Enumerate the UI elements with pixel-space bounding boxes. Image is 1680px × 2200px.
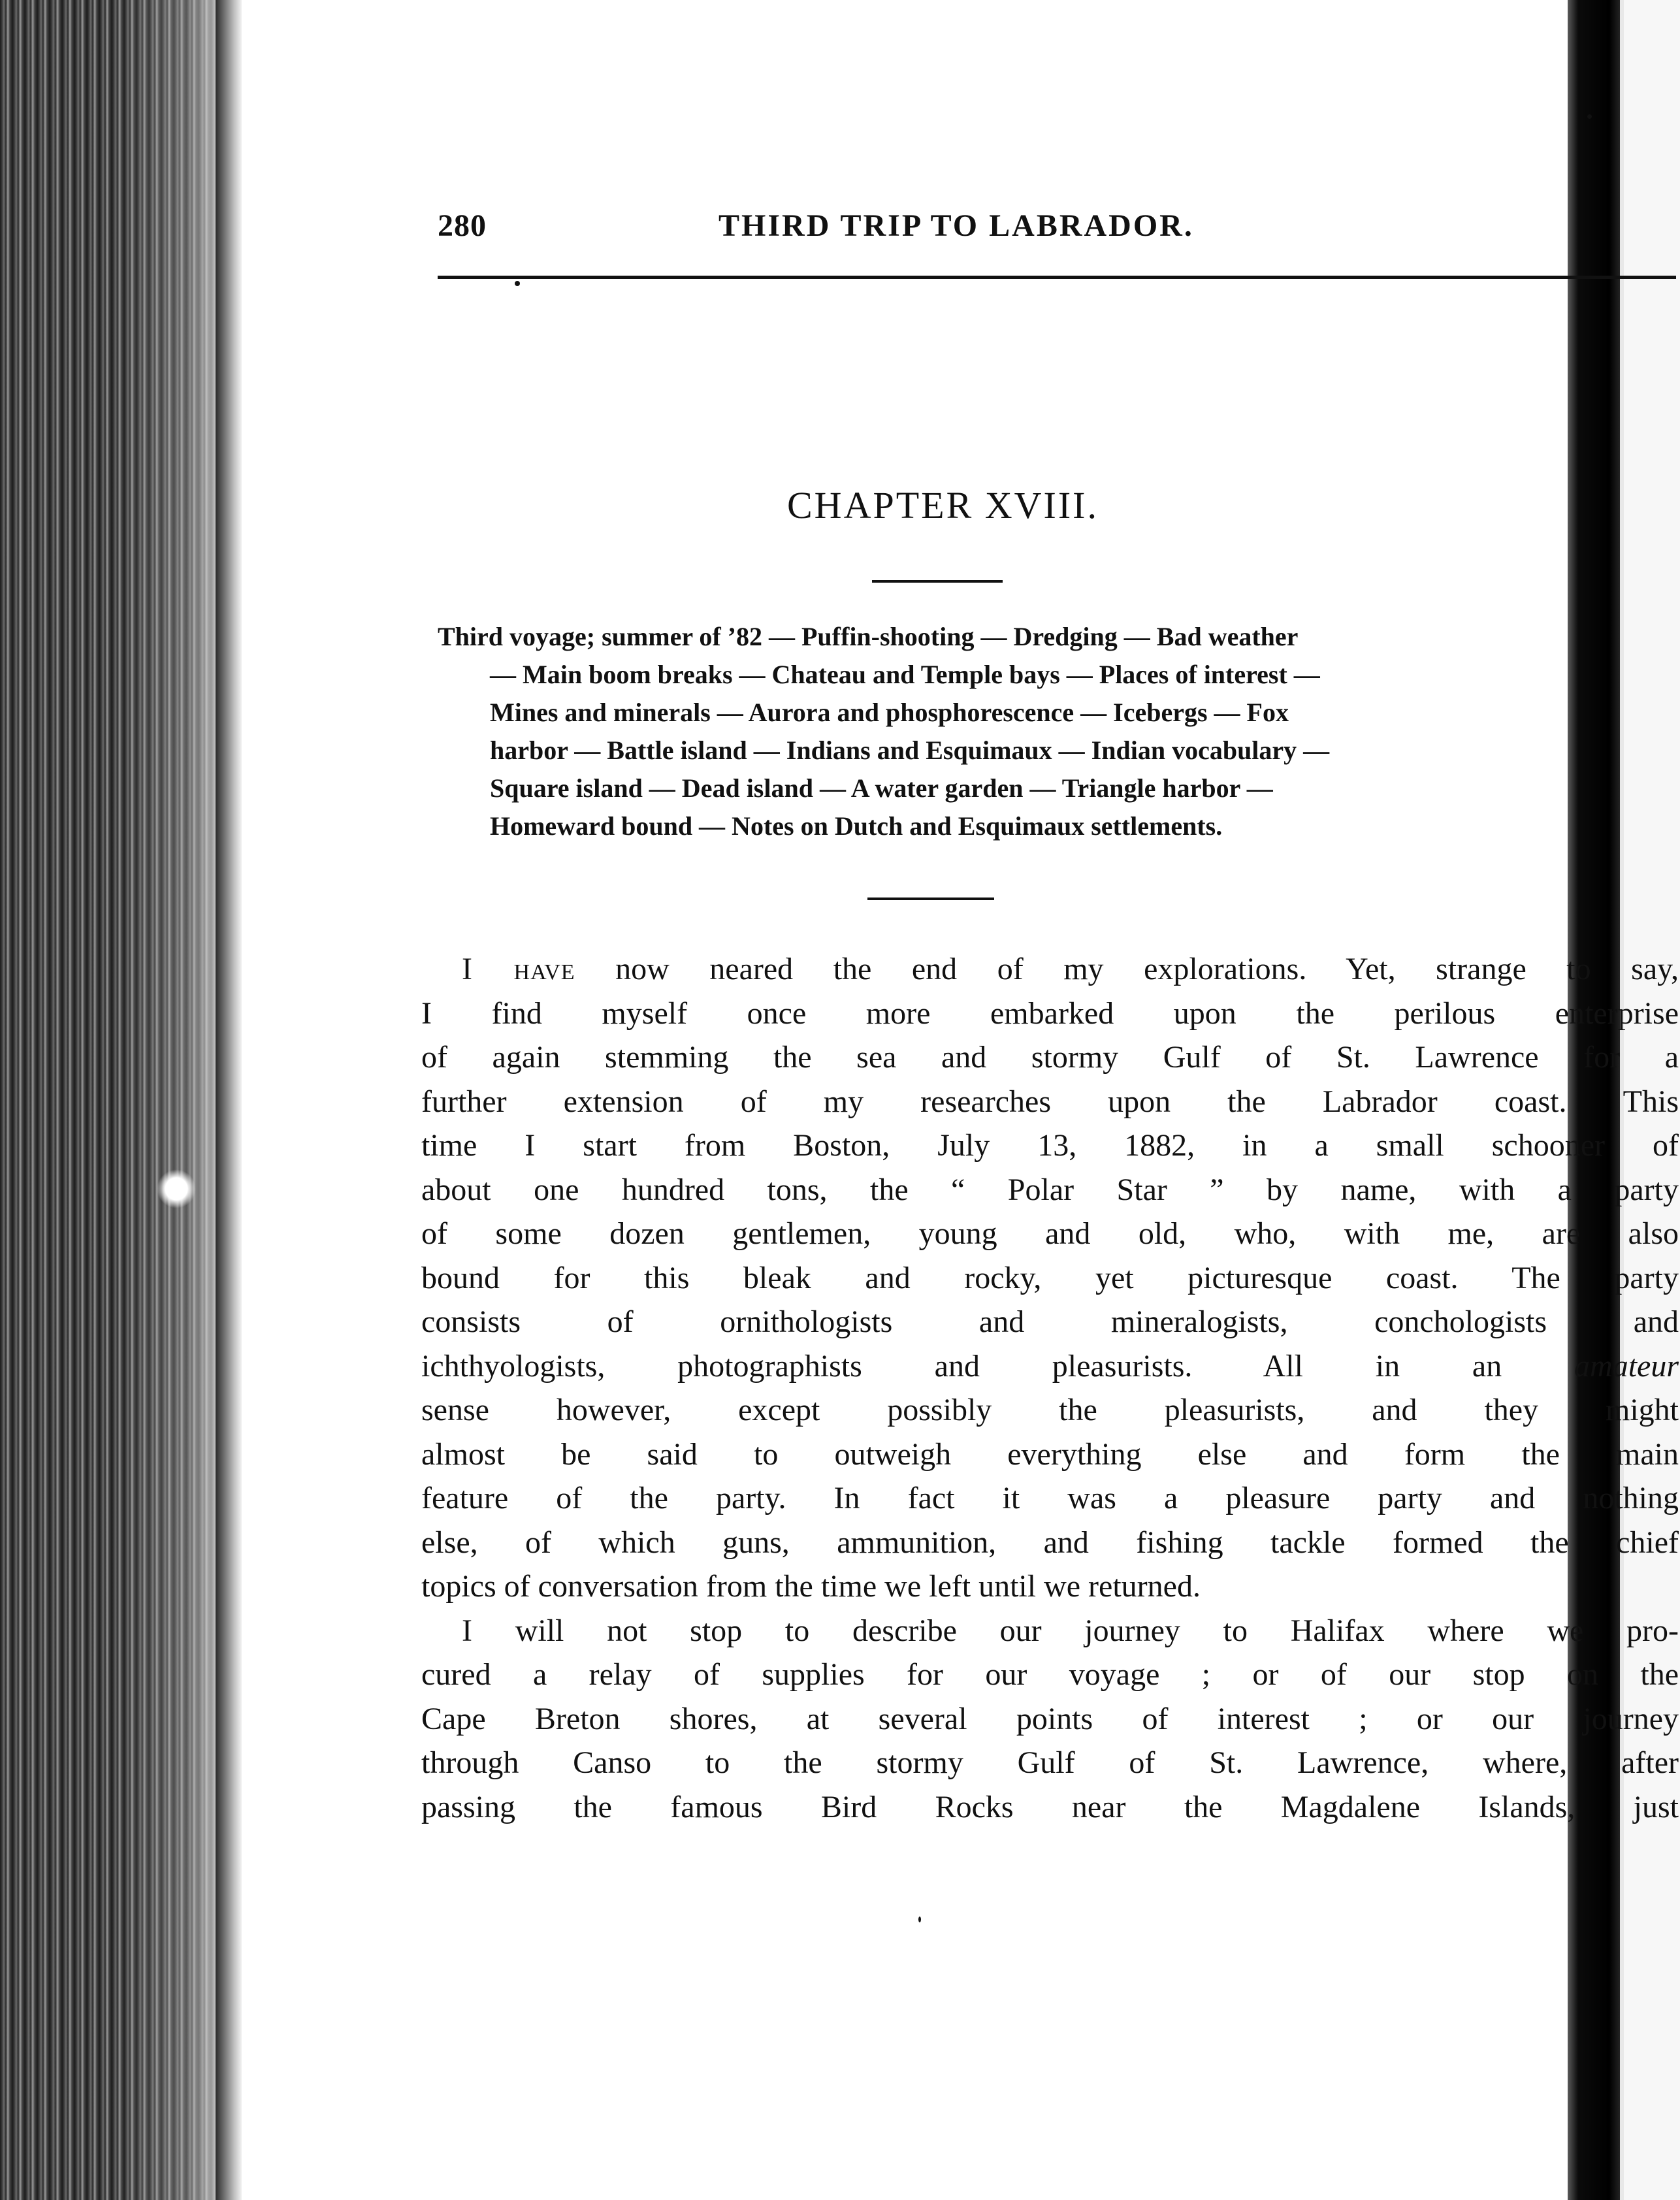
paragraph-line: almost be said to outweigh everything else and form the main <box>421 1436 1679 1472</box>
body-text <box>421 947 1679 1829</box>
paragraph-line: of some dozen gentlemen, young and old, who, with me, are also <box>421 1216 1679 1251</box>
synopsis-line: Homeward bound — Notes on Dutch and Esquimaux settlements. <box>490 811 1223 841</box>
paragraph-line: sense however, except possibly the pleasurists, and they might <box>421 1393 1679 1427</box>
paragraph-line: consists of ornithologists and mineralogists, conchologists and <box>421 1304 1679 1339</box>
synopsis-line: Square island — Dead island — A water garden — Triangle harbor — <box>490 773 1273 803</box>
paragraph <box>421 1609 1679 1830</box>
paragraph-line: passing the famous Bird Rocks near the Magdalene Islands, just <box>421 1789 1679 1824</box>
header-rule <box>438 276 1676 279</box>
paragraph-line: through Canso to the stormy Gulf of St. Lawrence, where, after <box>421 1745 1679 1780</box>
paragraph-line: I find myself once more embarked upon the perilous enterprise <box>421 995 1679 1031</box>
scan-blot <box>157 1169 196 1208</box>
page-gutter <box>216 0 242 2200</box>
paragraph-line: feature of the party. In fact it was a pleasure party and nothing <box>421 1481 1679 1515</box>
paragraph-line: cured a relay of supplies for our voyage ; or of our stop on the <box>421 1657 1679 1692</box>
page-number: 280 <box>438 208 487 243</box>
chapter-rule-top <box>872 580 1003 583</box>
chapter-rule-bottom <box>867 898 994 900</box>
paragraph-line <box>421 947 1679 992</box>
chapter-title: CHAPTER XVIII. <box>787 484 1099 526</box>
lead-smallcaps: I have <box>462 952 575 986</box>
italic-word: amateur <box>1574 1348 1679 1383</box>
paragraph-line: about one hundred tons, the “ Polar Star ” by name, with a party <box>421 1172 1679 1207</box>
synopsis-line: harbor — Battle island — Indians and Esquimaux — Indian vocabulary — <box>490 736 1330 765</box>
paragraph-line: topics of conversation from the time we left until we returned. <box>421 1569 1201 1604</box>
scan-speck <box>918 1917 921 1922</box>
running-header <box>438 208 1679 260</box>
paragraph-line: Cape Breton shores, at several points of interest ; or our journey <box>421 1701 1679 1736</box>
chapter-synopsis <box>438 618 1679 845</box>
running-title: THIRD TRIP TO LABRADOR. <box>719 208 1194 243</box>
line-text: ichthyologists, photographists and pleasurists. All in an <box>421 1348 1502 1383</box>
paragraph-line: further extension of my researches upon the Labrador coast. This <box>421 1084 1679 1119</box>
paragraph-line <box>421 1344 1679 1389</box>
scan-speck <box>515 281 520 286</box>
paragraph-line: I will not stop to describe our journey to Halifax where we pro- <box>462 1613 1679 1648</box>
paragraph-line: time I start from Boston, July 13, 1882, in a small schooner of <box>421 1128 1679 1163</box>
synopsis-line: — Main boom breaks — Chateau and Temple bays — Places of interest — <box>490 660 1320 689</box>
paragraph-line: bound for this bleak and rocky, yet picturesque coast. The party <box>421 1260 1679 1295</box>
paragraph-line: else, of which guns, ammunition, and fishing tackle formed the chief <box>421 1525 1679 1560</box>
paragraph <box>421 947 1679 1609</box>
scan-speck <box>1587 114 1592 119</box>
book-page <box>242 0 1679 2200</box>
synopsis-line: Third voyage; summer of ’82 — Puffin-shooting — Dredging — Bad weather <box>438 622 1299 651</box>
paragraph-line: of again stemming the sea and stormy Gulf of St. Lawrence for a <box>421 1040 1679 1075</box>
line-text: now neared the end of my explorations. Yet, strange to say, <box>575 952 1679 986</box>
synopsis-line: Mines and minerals — Aurora and phosphorescence — Icebergs — Fox <box>490 698 1289 727</box>
